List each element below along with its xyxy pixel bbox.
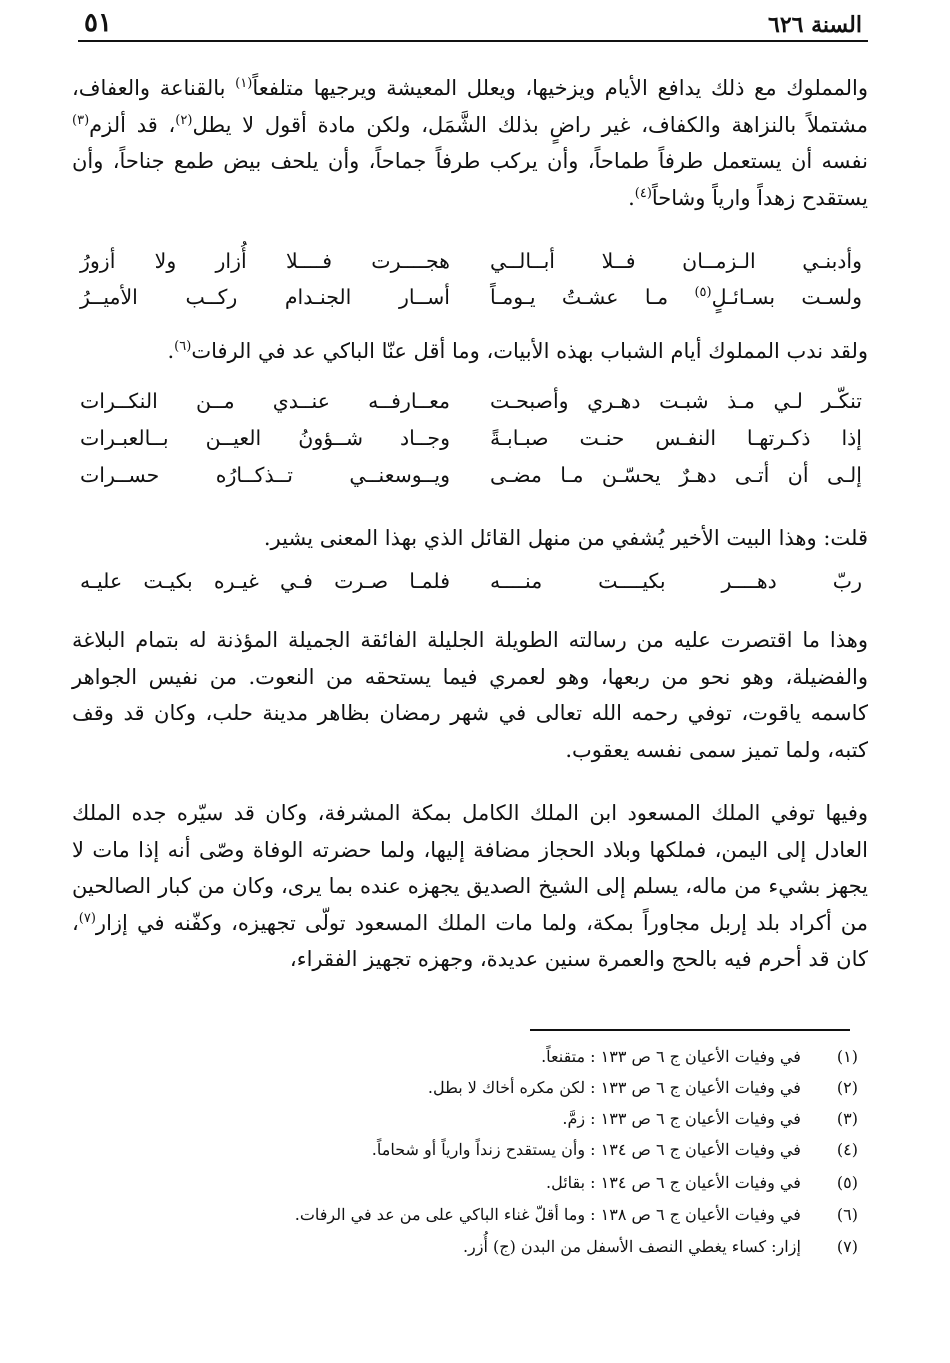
footnote	[118, 1047, 858, 1073]
footnote	[118, 1205, 858, 1231]
verse-first-hemistich: تنكّـر لـي مـذ شبـت دهـري وأصبحـت	[490, 389, 862, 413]
footnote-ref-6: (٦)	[174, 339, 192, 354]
paragraph-1: والمملوك مع ذلك يدافع الأيام ويزخيها، ويعلل المعيشة ويرجيها متلفعاً$^{(١)}$ بالقناعة والعفاف، مشتملاً بالنزاهة والكفاف، غير راضٍ بذلك الشَّمَل، ولكن مادة أقول لا يطل$^{(٢)}$، قد ألزم$^{(٣)}$ نفسه أن يستعمل طرفاً طماحاً، وأن يركب طرفاً جماحاً، وأن يلحف بيض طمع جناحاً، وأن يستقدح زهداً وارياً وشاحاً$^{(٤)}$.	[72, 76, 868, 210]
verse-second-hemistich: هجــــرت فــــلا أُزار ولا أزورُ	[80, 249, 450, 273]
footnote-ref-2: (٢)	[175, 112, 193, 128]
verse-second-hemistich: أســار الجنـدام ركــب الأميــرُ	[80, 285, 450, 309]
verse-line	[80, 285, 862, 315]
footnote-ref-3: (٣)	[72, 112, 90, 128]
footnote-number: (٢)	[836, 1078, 858, 1097]
footnote	[118, 1173, 858, 1199]
footnote-text: في وفيات الأعيان ج ٦ ص ١٣٣ : متقنعاً.	[541, 1047, 801, 1066]
verse-line	[80, 249, 862, 279]
footnote-text: في وفيات الأعيان ج ٦ ص ١٣٤ : بقائل.	[546, 1173, 801, 1192]
verse-second-hemistich: وجــاد شــؤونُ العيــن بــالعبـرات	[80, 426, 450, 450]
footnote-text: في وفيات الأعيان ج ٦ ص ١٣٣ : زمَّ.	[562, 1109, 801, 1128]
verse-second-hemistich: ويــوسعنــي تــذكــارُه حســرات	[80, 463, 450, 487]
footnote-text: إزار: كساء يغطي النصف الأسفل من البدن (ج) أُزر.	[462, 1237, 801, 1256]
verse-first-hemistich: ولسـت بسـائـلٍ$^{(٥)}$ مـا عشـتُ يـومـاً	[490, 285, 862, 309]
verse-second-hemistich: فلمـا صـرت فـي غيـره بكيـت عليـه	[80, 569, 450, 593]
verse-line	[80, 389, 862, 419]
page-header	[78, 6, 868, 42]
verse-first-hemistich: وأدبنـي الـزمــان فــلا أبــالــي	[490, 249, 862, 273]
footnote-divider	[530, 1029, 850, 1031]
footnote-ref-7: (٧)	[78, 910, 96, 926]
verse-second-hemistich: معــارفــه عنــدي مــن النكــرات	[80, 389, 450, 413]
footnote-text: في وفيات الأعيان ج ٦ ص ١٣٨ : وما أقلّ غناء الباكي على من عد في الرفات.	[294, 1205, 801, 1224]
footnote-number: (٤)	[836, 1140, 858, 1159]
paragraph-2: ولقد ندب المملوك أيام الشباب بهذه الأبيات، وما أقل عنّا الباكي عد في الرفات$^{(٦)}$.	[167, 339, 868, 363]
footnote	[118, 1109, 858, 1135]
footnote-number: (٦)	[836, 1205, 858, 1224]
paragraph-3: قلت: وهذا البيت الأخير يُشفي من منهل القائل الذي بهذا المعنى يشير.	[263, 526, 868, 550]
footnote-number: (٣)	[836, 1109, 858, 1128]
footnote	[118, 1078, 858, 1104]
footnote	[118, 1237, 858, 1263]
verse-line	[80, 569, 862, 599]
footnote-ref-4: (٤)	[634, 185, 652, 201]
header-year: السنة ٦٢٦	[768, 12, 862, 38]
paragraph-4: وهذا ما اقتصرت عليه من رسالته الطويلة الجليلة الفائقة الجميلة المؤذنة له بتمام البلاغة والفضيلة، وهو نحو من ربعها، وهو لعمري فيما يستحقه من النعوت. من نفيس الجواهر كاسمه ياقوت، توفي رحمه الله تعالى في شهر رمضان بظاهر مدينة حلب، وكان قد وقف كتبه، ولما تميز سمى نفسه يعقوب.	[72, 628, 868, 762]
footnote-text: في وفيات الأعيان ج ٦ ص ١٣٣ : لكن مكره أخاك لا بطل.	[427, 1078, 801, 1097]
footnote-number: (٥)	[836, 1173, 858, 1192]
footnote-number: (٧)	[836, 1237, 858, 1256]
verse-first-hemistich: إذا ذكـرتهـا النفـس حنـت صبـابـةً	[490, 426, 862, 450]
paragraph-5: وفيها توفي الملك المسعود ابن الملك الكامل بمكة المشرفة، وكان قد سيّره جده الملك العادل إلى اليمن، فملكها وبلاد الحجاز مضافة إليها، ولما حضرته الوفاة وصّى أنه إذا مات لا يجهز بشيء من ماله، يسلم إلى الشيخ الصديق يجهزه عنده بما يرى، وكان من كبار الصالحين من أكراد بلد إربل مجاوراً بمكة، ولما مات الملك المسعود تولّى تجهيزه، وكفّنه في إزار$^{(٧)}$، كان قد أحرم فيه بالحج والعمرة سنين عديدة، وجهزه تجهيز الفقراء،	[72, 801, 868, 972]
verse-first-hemistich: ربّ دهــــر بكيــــت منــــه	[490, 569, 862, 593]
verse-first-hemistich: إلـى أن أتـى دهـرٌ يحسّـن مـا مضـى	[490, 463, 862, 487]
footnote-ref-1: (١)	[235, 76, 253, 91]
footnote	[118, 1140, 858, 1166]
verse-line	[80, 426, 862, 456]
page-number: ٥١	[84, 8, 112, 38]
footnote-text: في وفيات الأعيان ج ٦ ص ١٣٤ : وأن يستقدح زنداً وارياً أو شحاماً.	[371, 1140, 801, 1159]
footnote-number: (١)	[836, 1047, 858, 1066]
verse-line	[80, 463, 862, 493]
footnote-ref-5: (٥)	[694, 285, 712, 301]
